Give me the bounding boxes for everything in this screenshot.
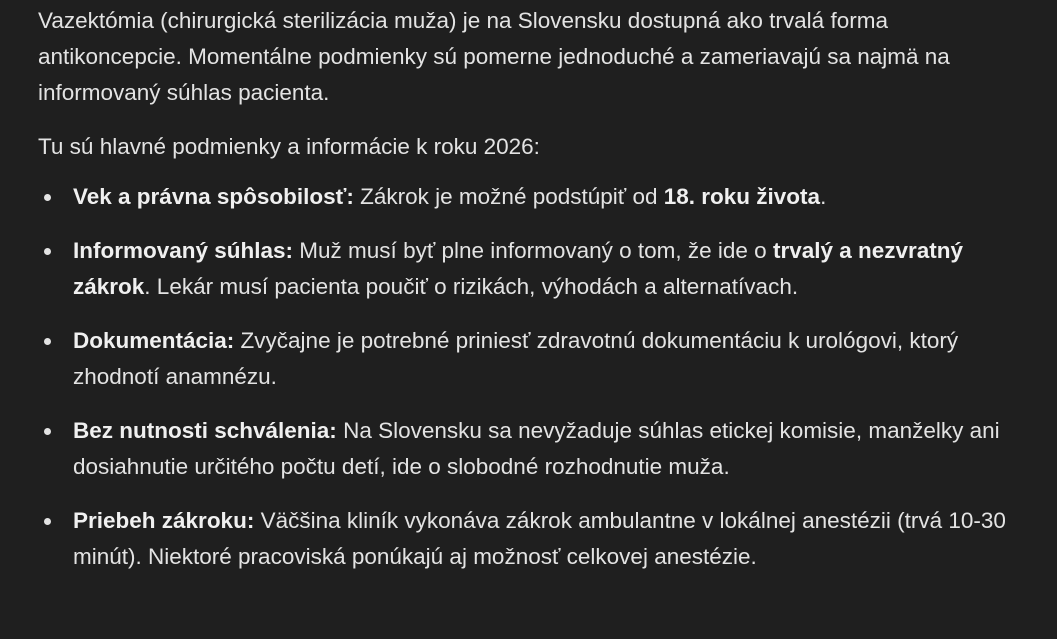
item-title: Informovaný súhlas: <box>73 238 294 263</box>
list-item-no-approval <box>38 413 1033 485</box>
list-item-procedure <box>38 503 1033 575</box>
list-item-consent <box>38 233 1033 305</box>
item-emphasis: trvalý a nezvratný zákrok <box>73 238 964 299</box>
bullet-icon <box>44 428 51 435</box>
item-text-end: . Lekár musí pacienta poučiť o rizikách, výhodách a alternatívach. <box>144 274 799 299</box>
bullet-icon <box>44 194 51 201</box>
item-text: Zvyčajne je potrebné priniesť zdravotnú dokumentáciu k urológovi, ktorý zhodnotí anamnézu. <box>73 328 959 389</box>
item-text: Zákrok je možné podstúpiť od <box>353 184 664 209</box>
bullet-icon <box>44 248 51 255</box>
list-item-age <box>38 179 1033 215</box>
item-text: Väčšina kliník vykonáva zákrok ambulantne v lokálnej anestézii (trvá 10-30 minút). Niektoré pracoviská ponúkajú aj možnosť celkovej anestézie. <box>73 508 1006 569</box>
bullet-icon <box>44 518 51 525</box>
item-text-end: . <box>820 184 827 209</box>
intro-paragraph: Vazektómia (chirurgická sterilizácia muža) je na Slovensku dostupná ako trvalá forma antikoncepcie. Momentálne podmienky sú pomerne jednoduché a zameriavajú sa najmä na informovaný súhlas pacienta. <box>38 8 950 105</box>
item-emphasis: 18. roku života <box>663 184 821 209</box>
item-title: Bez nutnosti schválenia: <box>73 418 337 443</box>
item-title: Priebeh zákroku: <box>73 508 255 533</box>
item-text: Na Slovensku sa nevyžaduje súhlas etickej komisie, manželky ani dosiahnutie určitého počtu detí, ide o slobodné rozhodnutie muža. <box>73 418 1000 479</box>
list-item-documentation <box>38 323 1033 395</box>
lead-paragraph: Tu sú hlavné podmienky a informácie k roku 2026: <box>38 134 540 159</box>
conditions-list <box>38 179 1033 575</box>
item-title: Vek a právna spôsobilosť: <box>73 184 354 209</box>
bullet-icon <box>44 338 51 345</box>
item-text: Muž musí byť plne informovaný o tom, že ide o <box>293 238 773 263</box>
item-title: Dokumentácia: <box>73 328 235 353</box>
